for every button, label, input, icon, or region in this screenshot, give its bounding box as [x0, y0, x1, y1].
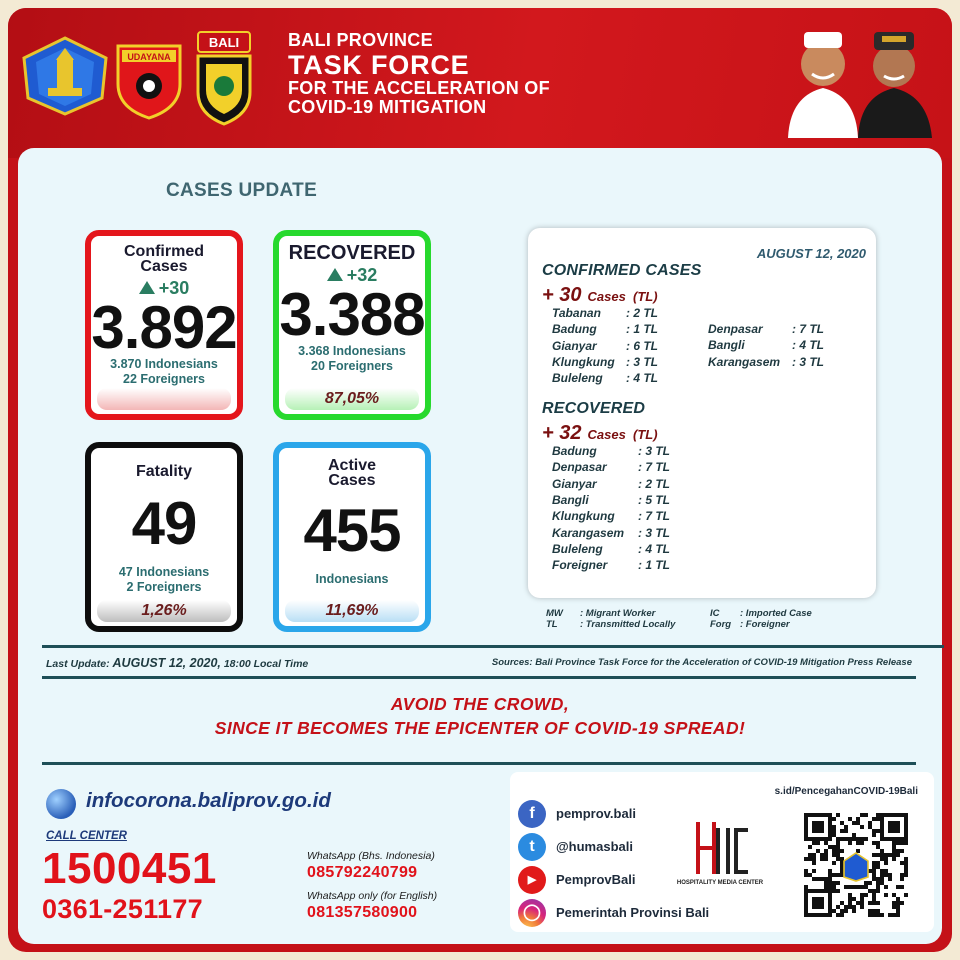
detail-row-value: : 7 TL — [638, 460, 670, 475]
detail-panel — [528, 228, 876, 598]
detail-row-value: : 6 TL — [626, 338, 658, 353]
detail-row-name: Badung — [552, 322, 597, 337]
detail-row-name: Karangasem — [552, 525, 625, 540]
detail-row — [708, 355, 824, 369]
confirmed-label: Confirmed Cases — [124, 243, 204, 275]
hospitality-media-center-logo — [668, 818, 772, 892]
legend-ic-desc: : Imported Case — [740, 608, 812, 619]
confirmed-count-number: + 30 — [542, 284, 582, 306]
detail-row-name: Bangli — [552, 492, 589, 507]
last-update-date: AUGUST 12, 2020, — [112, 656, 221, 670]
detail-row-name: Buleleng — [552, 371, 603, 386]
detail-row — [708, 322, 824, 336]
detail-date: AUGUST 12, 2020 — [756, 246, 866, 261]
fatality-value: 49 — [131, 490, 197, 557]
active-percentage: 11,69% — [285, 600, 419, 622]
confirmed-box — [85, 230, 243, 420]
confirmed-percentage — [97, 388, 231, 410]
cases-update-title: CASES UPDATE — [166, 180, 318, 201]
detail-row — [552, 306, 658, 320]
twitter-handle: @humasbali — [556, 839, 633, 854]
hmc-caption: HOSPITALITY MEDIA CENTER — [676, 880, 764, 886]
detail-row-name: Buleleng — [552, 541, 603, 556]
detail-row — [552, 477, 670, 491]
active-indonesians: Indonesians — [315, 572, 389, 586]
divider-footer — [42, 762, 916, 765]
detail-row — [552, 355, 658, 369]
facebook-handle: pemprov.bali — [556, 806, 636, 821]
detail-row — [552, 558, 670, 572]
social-instagram[interactable] — [518, 899, 778, 929]
bali-police-emblem-icon — [192, 30, 256, 126]
detail-row-value: : 5 TL — [638, 492, 670, 507]
youtube-icon: ▶ — [518, 866, 546, 894]
governor-portrait — [782, 14, 864, 138]
detail-row-name: Gianyar — [552, 338, 597, 353]
legend-mw-key: MW — [546, 608, 563, 619]
detail-row-value: : 3 TL — [626, 354, 658, 369]
recovered-value: 3.388 — [279, 281, 425, 348]
udayana-label: UDAYANA — [127, 52, 171, 62]
detail-row — [708, 338, 824, 352]
last-update — [46, 656, 308, 670]
detail-row-name: Foreigner — [552, 558, 608, 573]
detail-row-name: Denpasar — [708, 322, 763, 336]
detail-row — [552, 339, 658, 353]
detail-row-value: : 3 TL — [638, 444, 670, 458]
fatality-percentage: 1,26% — [97, 600, 231, 622]
detail-row-value: : 7 TL — [638, 509, 670, 524]
confirmed-indonesians: 3.870 Indonesians — [110, 357, 218, 371]
detail-row-value: : 1 TL — [626, 322, 658, 337]
youtube-handle: PemprovBali — [556, 872, 636, 887]
vice-governor-portrait — [854, 14, 936, 138]
legend-mw — [546, 608, 655, 619]
active-value: 455 — [303, 497, 401, 564]
detail-row — [552, 371, 658, 385]
detail-row-value: : 3 TL — [638, 525, 670, 540]
detail-row-name: Gianyar — [552, 476, 597, 491]
legend-forg-key: Forg — [710, 619, 732, 630]
fatality-box — [85, 442, 243, 632]
recovered-percentage: 87,05% — [285, 388, 419, 410]
udayana-emblem-icon — [114, 40, 184, 120]
recovered-count-unit: Cases — [587, 427, 626, 442]
warning-line-2: SINCE IT BECOMES THE EPICENTER OF COVID-19 SPREAD! — [214, 718, 746, 738]
up-arrow-icon — [139, 281, 155, 294]
legend-ic — [710, 608, 812, 619]
whatsapp-label-english: WhatsApp only (for English) — [307, 890, 438, 902]
detail-row-value: : 4 TL — [792, 338, 824, 353]
legend-tl — [546, 619, 675, 630]
detail-row-name: Bangli — [708, 338, 745, 353]
active-cases-box — [273, 442, 431, 632]
detail-row-name: Klungkung — [552, 354, 615, 369]
detail-row — [552, 322, 658, 336]
globe-icon — [46, 789, 76, 819]
call-center-number-1[interactable]: 1500451 — [42, 844, 217, 893]
twitter-icon: t — [518, 833, 546, 861]
recovered-delta-value: +32 — [346, 265, 378, 285]
legend-forg-desc: : Foreigner — [740, 619, 790, 630]
divider-top — [42, 645, 944, 648]
warning-line-1: AVOID THE CROWD, — [390, 694, 570, 714]
detail-row-value: : 3 TL — [792, 354, 824, 369]
detail-row-value: : 4 TL — [626, 371, 658, 386]
call-center-label: CALL CENTER — [46, 830, 127, 842]
divider-bottom — [42, 676, 916, 679]
confirmed-delta-value: +30 — [158, 278, 190, 298]
recovered-count-tag: (TL) — [633, 427, 658, 442]
up-arrow-icon — [327, 268, 343, 281]
detail-row-value: : 7 TL — [792, 322, 824, 336]
website-link[interactable]: infocorona.baliprov.go.id — [86, 789, 331, 812]
detail-row — [552, 460, 670, 474]
qr-code-icon[interactable] — [804, 810, 908, 920]
confirmed-count-unit: Cases — [587, 289, 626, 304]
sources: Sources: Bali Province Task Force for the Acceleration of COVID-19 Mitigation Press Release — [491, 657, 912, 668]
detail-row-name: Klungkung — [552, 509, 615, 524]
recovered-indonesians: 3.368 Indonesians — [298, 344, 406, 358]
instagram-handle: Pemerintah Provinsi Bali — [556, 905, 710, 920]
recovered-foreigners: 20 Foreigners — [311, 359, 393, 373]
legend-tl-key: TL — [546, 619, 558, 630]
confirmed-foreigners: 22 Foreigners — [123, 372, 205, 386]
instagram-icon: ◯ — [518, 899, 546, 927]
whatsapp-number-indonesia[interactable]: 085792240799 — [307, 864, 418, 881]
confirmed-count-tag: (TL) — [633, 289, 658, 304]
last-update-time: 18:00 Local Time — [223, 658, 309, 670]
active-label: Active Cases — [327, 457, 377, 489]
confirmed-value: 3.892 — [91, 294, 237, 361]
detail-row-value: : 1 TL — [638, 558, 670, 573]
detail-row-name: Tabanan — [552, 306, 601, 320]
call-center-number-2[interactable]: 0361-251177 — [42, 894, 203, 924]
title-line-3: FOR THE ACCELERATION OF — [288, 78, 550, 98]
detail-row-value: : 2 TL — [626, 306, 658, 320]
qr-link-label[interactable]: s.id/PencegahanCOVID-19Bali — [774, 786, 918, 797]
recovered-heading: RECOVERED — [542, 400, 646, 417]
fatality-foreigners: 2 Foreigners — [126, 580, 202, 594]
police-label: BALI — [208, 35, 240, 50]
whatsapp-number-english[interactable]: 081357580900 — [307, 904, 418, 921]
detail-row — [552, 509, 670, 523]
title-line-2: TASK FORCE — [288, 50, 470, 80]
detail-row — [552, 444, 670, 458]
detail-row-value: : 2 TL — [638, 476, 670, 491]
recovered-count-number: + 32 — [542, 422, 582, 444]
recovered-label: RECOVERED — [288, 242, 416, 264]
fatality-label: Fatality — [135, 463, 192, 480]
legend-ic-key: IC — [710, 608, 720, 619]
confirmed-cases-heading: CONFIRMED CASES — [542, 262, 702, 279]
bali-province-emblem-icon — [22, 36, 108, 116]
facebook-icon: f — [518, 800, 546, 828]
title-line-1: BALI PROVINCE — [288, 30, 433, 50]
whatsapp-label-indonesia: WhatsApp (Bhs. Indonesia) — [307, 850, 435, 862]
legend-mw-desc: : Migrant Worker — [580, 608, 656, 619]
detail-row-name: Denpasar — [552, 460, 607, 475]
title-line-4: COVID-19 MITIGATION — [288, 97, 487, 117]
header-title — [288, 30, 550, 117]
detail-row-value: : 4 TL — [638, 541, 670, 556]
detail-row-name: Badung — [552, 444, 597, 458]
last-update-prefix: Last Update: — [46, 658, 110, 670]
fatality-indonesians: 47 Indonesians — [118, 565, 210, 579]
detail-row — [552, 542, 670, 556]
legend-tl-desc: : Transmitted Locally — [580, 619, 676, 630]
detail-row-name: Karangasem — [708, 354, 781, 369]
recovered-count — [542, 422, 658, 445]
confirmed-cases-count — [542, 284, 658, 307]
recovered-box — [273, 230, 431, 420]
detail-row — [552, 526, 670, 540]
detail-row — [552, 493, 670, 507]
legend-forg — [710, 619, 790, 630]
